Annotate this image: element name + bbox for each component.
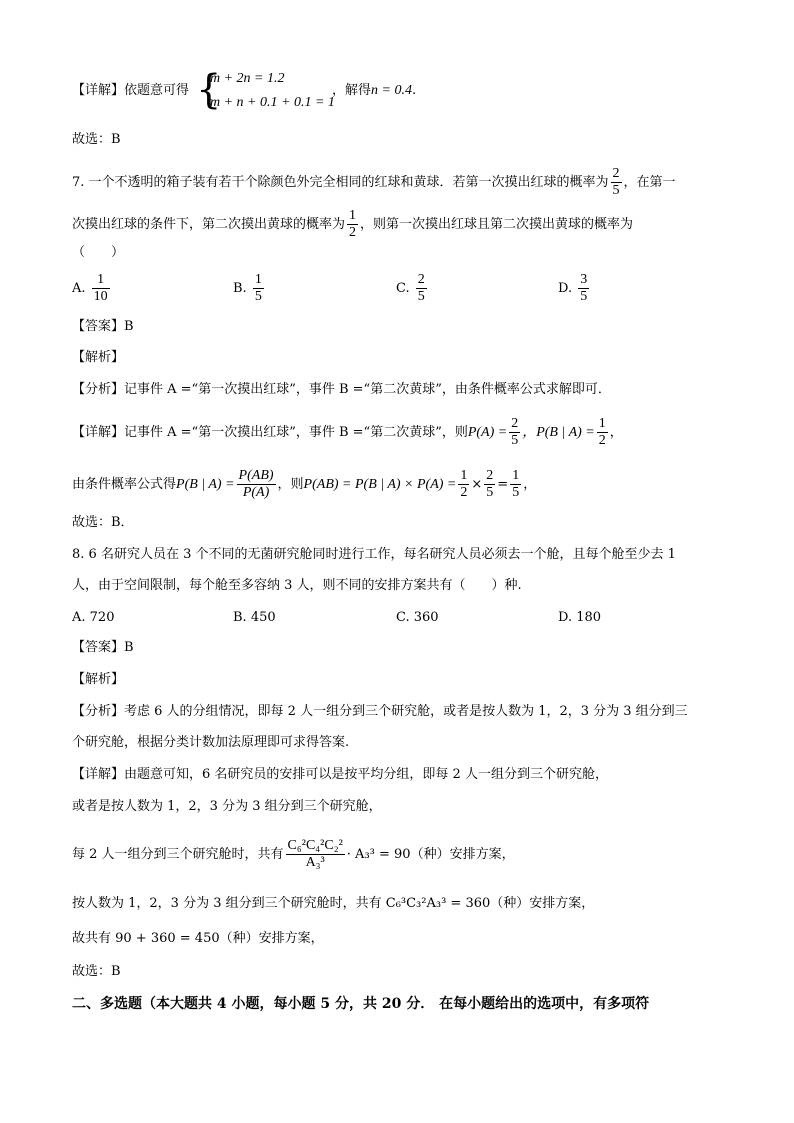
q8-pick: 故选：B [72, 964, 121, 979]
q7-xiangjie: 【详解】记事件 A =“第一次摸出红球”，事件 B =“第二次黄球”，则P(A) = $\frac{2}{5}$ ，P(B | A) = $\frac{1}{2}$ ， [72, 416, 623, 448]
q7-stem-line2: 次摸出红球的条件下，第二次摸出黄球的概率为 $\frac{1}{2}$ ，则第一次摸出红球且第二次摸出黄球的概率为 [72, 208, 634, 240]
q8-option-a: A. 720 [72, 610, 115, 625]
q8-stem-line1: 8. 6 名研究人员在 3 个不同的无菌研究舱同时进行工作，每名研究人员必须去一个舱，且每个舱至少去 1 [72, 547, 676, 562]
q7-stem-line1: 7. 一个不透明的箱子装有若干个除颜色外完全相同的红球和黄球．若第一次摸出红球的概率为 $\frac{2}{5}$ ，在第一 [72, 166, 676, 198]
detail-lead: 依题意可得 [124, 83, 190, 98]
q8-analysis-tag: 【解析】 [72, 672, 125, 687]
q7-option-c: C. $\frac{2}{5}$ [396, 272, 425, 304]
q8-option-c: C. 360 [396, 610, 439, 625]
q7-analysis-tag: 【解析】 [72, 350, 125, 365]
q7-pick: 故选：B． [72, 515, 134, 530]
case1-fraction: $\frac{\text{C₆²C₄²C₂²}}{\text{A₃³}}$ [287, 838, 343, 870]
q7-answer: 【答案】B [72, 319, 134, 334]
q6-result-value: n = 0.4 [371, 83, 412, 98]
q7-fenxi: 【分析】记事件 A =“第一次摸出红球”，事件 B =“第二次黄球”，由条件概率公式求解即可． [72, 382, 611, 397]
q8-case1: 每 2 人一组分到三个研究舱时，共有 $\frac{\text{C₆²C₄²C₂²}}{\text{A₃³}}$ · A₃³ = 90（种）安排方案， [72, 838, 515, 870]
q8-xiangjie-line1: 【详解】由题意可知，6 名研究员的安排可以是按平均分组，即每 2 人一组分到三个研究舱， [72, 767, 608, 782]
detail-tag: 【详解】 [72, 83, 125, 98]
q8-option-b: B. 450 [233, 610, 276, 625]
q7-paren: （ ） [72, 245, 125, 260]
prob-fraction-1-2: $\frac{1}{2}$ [349, 208, 357, 240]
system-eq2: m + n + 0.1 + 0.1 = 1 [210, 95, 335, 110]
q7-option-d: D. $\frac{3}{5}$ [558, 272, 588, 304]
q8-answer: 【答案】B [72, 640, 134, 655]
q7-option-b: B. $\frac{1}{5}$ [233, 272, 262, 304]
q8-total: 故共有 90 + 360 = 450（种）安排方案， [72, 931, 324, 946]
q6-detail-line [72, 84, 189, 97]
q6-pick: 故选：B [72, 132, 121, 147]
prob-fraction-2-5: $\frac{2}{5}$ [612, 166, 620, 198]
q8-case2: 按人数为 1，2，3 分为 3 组分到三个研究舱时，共有 C₆³C₃²A₃³ = 360（种）安排方案， [72, 896, 595, 911]
section-heading-multi-choice: 二、多选题（本大题共 4 小题，每小题 5 分，共 20 分． 在每小题给出的选项中，有多项符 [72, 996, 650, 1012]
q7-option-a: A. $\frac{1}{10}$ [72, 272, 108, 304]
q8-fenxi-line1: 【分析】考虑 6 人的分组情况，即每 2 人一组分到三个研究舱，或者是按人数为 1，2，3 分为 3 组分到三 [72, 704, 688, 719]
q8-option-d: D. 180 [558, 610, 602, 625]
system-brace: { [196, 67, 222, 113]
q7-formula: 由条件概率公式得P(B | A) = $\frac{P(AB)}{P(A)}$ ，则P(AB) = P(B | A) × P(A) = $\frac{1}{2}$ × $\frac{2}{5}$ = $\frac{1}{5}$ ， [72, 468, 537, 500]
q6-result: ，解得n = 0.4. [332, 83, 417, 98]
q8-xiangjie-line2: 或者是按人数为 1，2，3 分为 3 组分到三个研究舱， [72, 799, 382, 814]
q8-fenxi-line2: 个研究舱，根据分类计数加法原理即可求得答案. [72, 735, 350, 750]
q8-stem-line2: 人，由于空间限制，每个舱至多容纳 3 人，则不同的安排方案共有（ ）种. [72, 578, 522, 593]
system-eq1: m + 2n = 1.2 [210, 71, 285, 86]
